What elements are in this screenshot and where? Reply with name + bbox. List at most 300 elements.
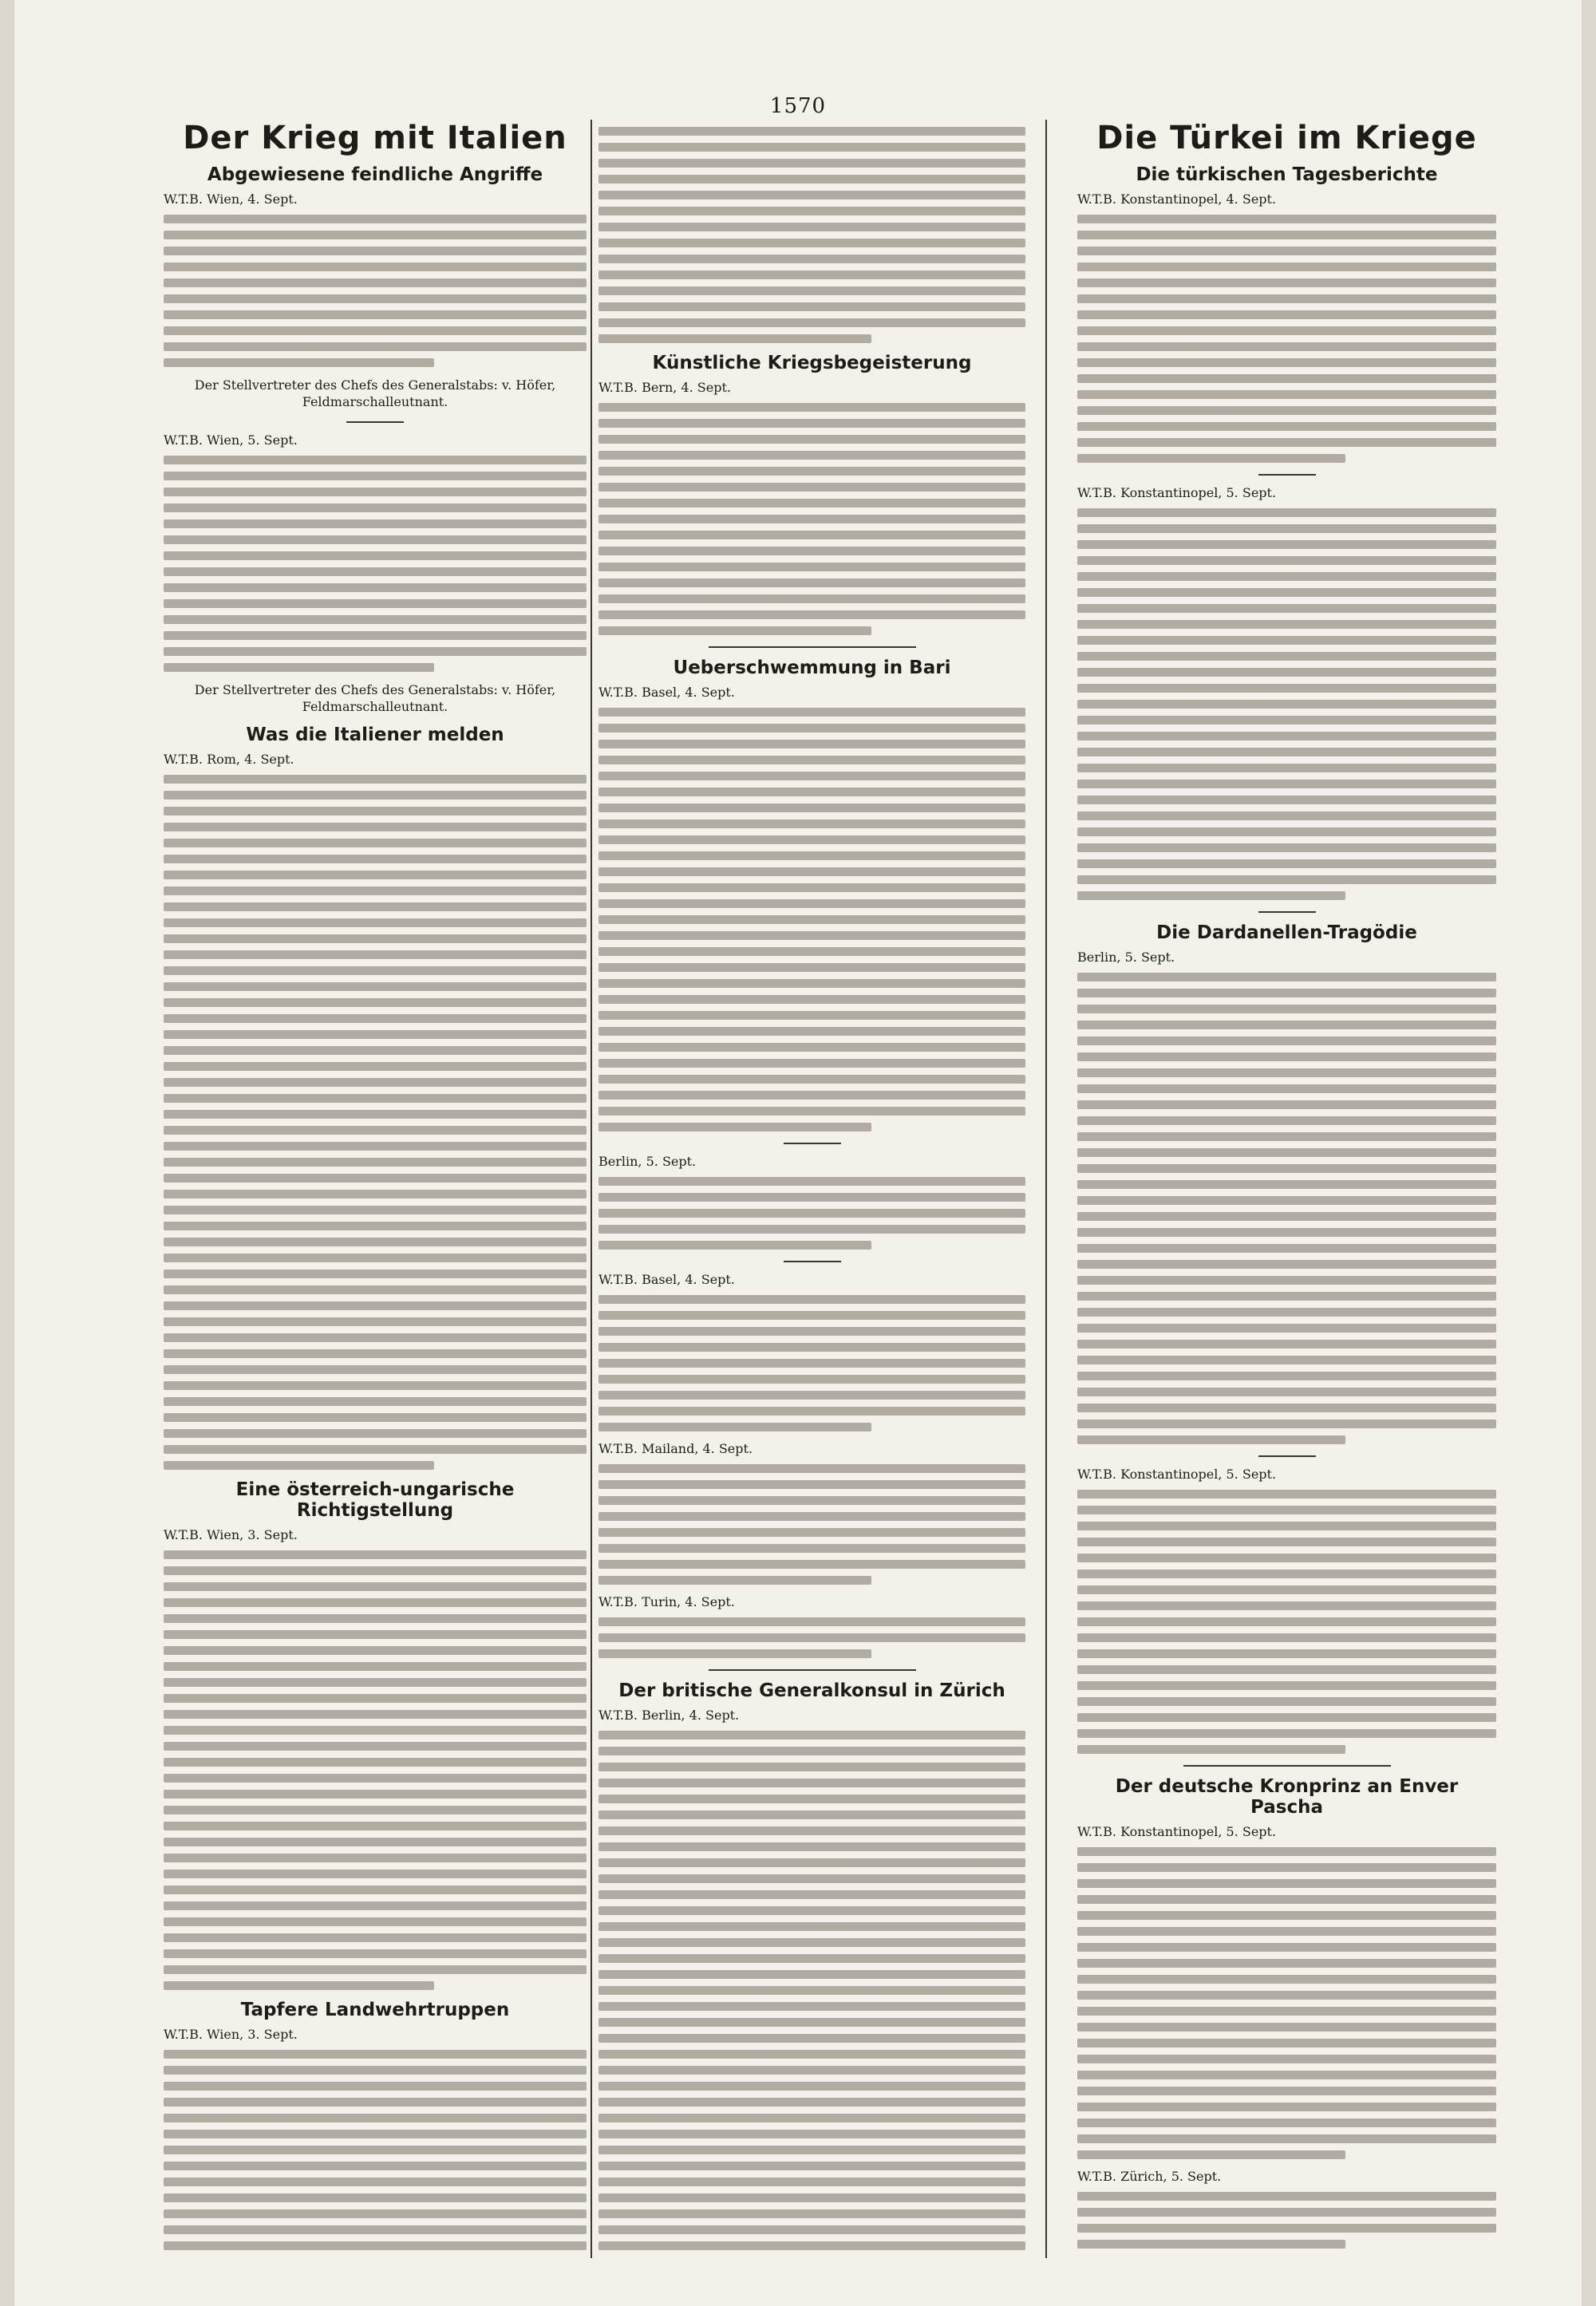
section-title: Der Krieg mit Italien — [183, 120, 567, 156]
article-paragraph — [164, 1527, 587, 1990]
text-line-placeholder — [598, 547, 1025, 555]
page-number: 1570 — [769, 94, 827, 118]
dateline: W.T.B. Konstantinopel, 5. Sept. — [1077, 1824, 1277, 1839]
text-line-placeholder — [598, 302, 1025, 311]
text-line-placeholder — [164, 2066, 587, 2075]
text-line-placeholder — [598, 867, 1025, 876]
dateline: W.T.B. Rom, 4. Sept. — [164, 752, 294, 767]
text-line-placeholder — [598, 1986, 1025, 1995]
text-line-placeholder — [164, 1062, 587, 1071]
text-line-placeholder — [1077, 1697, 1496, 1706]
text-line-placeholder — [598, 979, 1025, 988]
text-line-placeholder — [1077, 231, 1496, 239]
text-line-placeholder — [164, 326, 587, 335]
text-line-placeholder — [1077, 540, 1496, 549]
text-line-placeholder — [598, 1423, 871, 1431]
text-line-placeholder — [1077, 1324, 1496, 1333]
text-line-placeholder — [1077, 1420, 1496, 1428]
text-line-placeholder — [1077, 1005, 1496, 1013]
text-line-placeholder — [164, 1126, 587, 1135]
text-line-placeholder — [1077, 406, 1496, 415]
text-line-placeholder — [164, 358, 434, 367]
text-line-placeholder — [598, 1763, 1025, 1771]
text-line-placeholder — [1077, 1164, 1496, 1173]
text-line-placeholder — [1077, 620, 1496, 629]
dateline: W.T.B. Berlin, 4. Sept. — [598, 1708, 740, 1723]
text-line-placeholder — [1077, 1991, 1496, 2000]
text-line-placeholder — [598, 1027, 1025, 1036]
text-line-placeholder — [598, 531, 1025, 539]
text-line-placeholder — [164, 1365, 587, 1374]
text-line-placeholder — [1077, 508, 1496, 517]
signature-line: Der Stellvertreter des Chefs des Generalstabs: v. Höfer, Feldmarschalleutnant. — [194, 682, 556, 714]
text-line-placeholder — [1077, 811, 1496, 820]
section-divider — [709, 646, 916, 648]
text-line-placeholder — [1077, 1665, 1496, 1674]
text-line-placeholder — [598, 2130, 1025, 2138]
text-line-placeholder — [164, 1742, 587, 1751]
text-line-placeholder — [1077, 422, 1496, 431]
text-line-placeholder — [1077, 524, 1496, 533]
dateline: W.T.B. Basel, 4. Sept. — [598, 1272, 735, 1287]
text-line-placeholder — [598, 1922, 1025, 1931]
text-line-placeholder — [164, 1285, 587, 1294]
text-line-placeholder — [598, 594, 1025, 603]
text-line-placeholder — [598, 883, 1025, 892]
text-line-placeholder — [164, 982, 587, 991]
text-line-placeholder — [164, 472, 587, 480]
text-line-placeholder — [164, 1646, 587, 1655]
text-line-placeholder — [598, 1842, 1025, 1851]
text-line-placeholder — [598, 851, 1025, 860]
text-line-placeholder — [1077, 1100, 1496, 1109]
text-line-placeholder — [164, 1397, 587, 1406]
text-line-placeholder — [164, 1094, 587, 1103]
text-line-placeholder — [164, 1790, 587, 1799]
text-line-placeholder — [1077, 636, 1496, 645]
article-paragraph — [598, 1708, 1025, 2250]
text-line-placeholder — [598, 804, 1025, 812]
text-line-placeholder — [164, 342, 587, 351]
text-line-placeholder — [1077, 891, 1345, 900]
column-rule — [1045, 120, 1047, 2258]
text-line-placeholder — [598, 1649, 871, 1658]
text-line-placeholder — [598, 1091, 1025, 1100]
text-line-placeholder — [1077, 827, 1496, 836]
text-line-placeholder — [1077, 780, 1496, 788]
text-line-placeholder — [1077, 1228, 1496, 1237]
text-line-placeholder — [164, 278, 587, 287]
text-line-placeholder — [598, 788, 1025, 796]
dateline: W.T.B. Wien, 3. Sept. — [164, 1527, 298, 1542]
text-line-placeholder — [1077, 2134, 1496, 2143]
text-line-placeholder — [1077, 652, 1496, 661]
text-line-placeholder — [164, 1030, 587, 1039]
text-line-placeholder — [1077, 1729, 1496, 1738]
text-line-placeholder — [164, 1222, 587, 1230]
text-line-placeholder — [598, 1043, 1025, 1052]
text-line-placeholder — [1077, 1649, 1496, 1658]
article-paragraph — [164, 192, 587, 367]
text-line-placeholder — [598, 1407, 1025, 1416]
text-line-placeholder — [1077, 1506, 1496, 1514]
text-line-placeholder — [164, 902, 587, 911]
text-line-placeholder — [598, 499, 1025, 507]
text-line-placeholder — [1077, 1522, 1496, 1530]
text-line-placeholder — [164, 1662, 587, 1671]
text-line-placeholder — [1077, 764, 1496, 772]
text-line-placeholder — [1077, 1292, 1496, 1301]
text-line-placeholder — [1077, 973, 1496, 981]
left-column — [164, 120, 587, 2250]
text-line-placeholder — [164, 950, 587, 959]
text-line-placeholder — [1077, 358, 1496, 367]
text-line-placeholder — [1077, 390, 1496, 399]
text-line-placeholder — [598, 610, 1025, 619]
text-line-placeholder — [598, 419, 1025, 428]
column-rule — [591, 120, 592, 2258]
article-heading: Eine österreich-ungarische Richtigstellung — [235, 1479, 515, 1521]
text-line-placeholder — [164, 1822, 587, 1830]
article-heading: Tapfere Landwehrtruppen — [240, 2000, 510, 2020]
text-line-placeholder — [1077, 326, 1496, 335]
text-line-placeholder — [598, 2193, 1025, 2202]
text-line-placeholder — [598, 1954, 1025, 1963]
text-line-placeholder — [164, 215, 587, 223]
text-line-placeholder — [1077, 2224, 1496, 2233]
text-line-placeholder — [164, 1598, 587, 1607]
text-line-placeholder — [164, 231, 587, 239]
text-line-placeholder — [598, 435, 1025, 444]
text-line-placeholder — [164, 1981, 434, 1990]
text-line-placeholder — [164, 1461, 434, 1470]
text-line-placeholder — [1077, 732, 1496, 740]
text-line-placeholder — [164, 1078, 587, 1087]
article-heading: Künstliche Kriegsbegeisterung — [652, 353, 972, 373]
text-line-placeholder — [1077, 1713, 1496, 1722]
text-line-placeholder — [598, 1938, 1025, 1947]
text-line-placeholder — [598, 1193, 1025, 1202]
text-line-placeholder — [164, 1174, 587, 1183]
text-line-placeholder — [164, 2050, 587, 2059]
text-line-placeholder — [1077, 1212, 1496, 1221]
text-line-placeholder — [598, 1858, 1025, 1867]
text-line-placeholder — [164, 1694, 587, 1703]
text-line-placeholder — [164, 294, 587, 303]
text-line-placeholder — [164, 1774, 587, 1783]
text-line-placeholder — [598, 255, 1025, 263]
article-paragraph — [1077, 485, 1496, 900]
text-line-placeholder — [164, 1254, 587, 1262]
text-line-placeholder — [164, 1445, 587, 1454]
text-line-placeholder — [1077, 1244, 1496, 1253]
text-line-placeholder — [598, 819, 1025, 828]
text-line-placeholder — [1077, 1404, 1496, 1412]
text-line-placeholder — [598, 626, 871, 635]
text-line-placeholder — [1077, 310, 1496, 319]
text-line-placeholder — [164, 839, 587, 847]
text-line-placeholder — [164, 2098, 587, 2107]
text-line-placeholder — [598, 1906, 1025, 1915]
text-line-placeholder — [164, 2146, 587, 2154]
text-line-placeholder — [164, 488, 587, 496]
text-line-placeholder — [598, 2098, 1025, 2107]
section-divider — [784, 1143, 841, 1144]
text-line-placeholder — [164, 1317, 587, 1326]
text-line-placeholder — [164, 1838, 587, 1846]
text-line-placeholder — [1077, 1959, 1496, 1968]
dateline: W.T.B. Bern, 4. Sept. — [598, 380, 731, 395]
text-line-placeholder — [598, 740, 1025, 748]
article-heading: Der deutsche Kronprinz an Enver Pascha — [1115, 1776, 1459, 1818]
text-line-placeholder — [598, 899, 1025, 908]
text-line-placeholder — [164, 1110, 587, 1119]
section-divider — [1258, 1455, 1316, 1457]
dateline: W.T.B. Turin, 4. Sept. — [598, 1594, 735, 1609]
text-line-placeholder — [598, 1633, 1025, 1642]
text-line-placeholder — [164, 1301, 587, 1310]
text-line-placeholder — [164, 2241, 587, 2250]
text-line-placeholder — [164, 647, 587, 656]
text-line-placeholder — [1077, 668, 1496, 677]
text-line-placeholder — [598, 1810, 1025, 1819]
text-line-placeholder — [164, 855, 587, 863]
text-line-placeholder — [164, 1758, 587, 1767]
text-line-placeholder — [598, 1241, 871, 1250]
text-line-placeholder — [598, 2146, 1025, 2154]
text-line-placeholder — [598, 1779, 1025, 1787]
text-line-placeholder — [598, 1747, 1025, 1755]
text-line-placeholder — [598, 1576, 871, 1585]
article-paragraph — [598, 1272, 1025, 1431]
text-line-placeholder — [598, 207, 1025, 215]
text-line-placeholder — [164, 456, 587, 464]
text-line-placeholder — [1077, 1276, 1496, 1285]
text-line-placeholder — [598, 2114, 1025, 2122]
text-line-placeholder — [598, 2225, 1025, 2234]
text-line-placeholder — [598, 915, 1025, 924]
text-line-placeholder — [164, 871, 587, 879]
article-paragraph — [164, 432, 587, 672]
text-line-placeholder — [598, 1528, 1025, 1537]
text-line-placeholder — [1077, 684, 1496, 693]
text-line-placeholder — [164, 823, 587, 831]
text-line-placeholder — [164, 2162, 587, 2170]
text-line-placeholder — [598, 1480, 1025, 1489]
article-paragraph — [1077, 1824, 1496, 2159]
text-line-placeholder — [164, 599, 587, 608]
text-line-placeholder — [598, 1107, 1025, 1115]
article-paragraph — [164, 752, 587, 1470]
dateline: W.T.B. Mailand, 4. Sept. — [598, 1441, 753, 1456]
text-line-placeholder — [164, 1238, 587, 1246]
text-line-placeholder — [164, 583, 587, 592]
text-line-placeholder — [1077, 1148, 1496, 1157]
text-line-placeholder — [598, 2209, 1025, 2218]
text-line-placeholder — [164, 1901, 587, 1910]
text-line-placeholder — [598, 467, 1025, 476]
text-line-placeholder — [598, 2034, 1025, 2043]
text-line-placeholder — [1077, 1975, 1496, 1984]
article-heading: Der britische Generalkonsul in Zürich — [618, 1680, 1005, 1701]
text-line-placeholder — [598, 127, 1025, 136]
text-line-placeholder — [1077, 1116, 1496, 1125]
text-line-placeholder — [598, 724, 1025, 732]
text-line-placeholder — [164, 1726, 587, 1735]
text-line-placeholder — [1077, 2192, 1496, 2201]
text-line-placeholder — [1077, 1745, 1345, 1754]
text-line-placeholder — [598, 1011, 1025, 1020]
text-line-placeholder — [164, 631, 587, 640]
text-line-placeholder — [1077, 1068, 1496, 1077]
text-line-placeholder — [164, 2178, 587, 2186]
text-line-placeholder — [1077, 556, 1496, 565]
text-line-placeholder — [1077, 2055, 1496, 2063]
text-line-placeholder — [164, 1349, 587, 1358]
middle-column — [598, 120, 1025, 2250]
text-line-placeholder — [1077, 1021, 1496, 1029]
text-line-placeholder — [164, 1630, 587, 1639]
text-line-placeholder — [1077, 1681, 1496, 1690]
article-paragraph — [1077, 950, 1496, 1444]
text-line-placeholder — [164, 1413, 587, 1422]
text-line-placeholder — [164, 886, 587, 895]
text-line-placeholder — [164, 1710, 587, 1719]
text-line-placeholder — [1077, 215, 1496, 223]
text-line-placeholder — [598, 1496, 1025, 1505]
article-paragraph — [598, 1594, 1025, 1658]
text-line-placeholder — [164, 1046, 587, 1055]
text-line-placeholder — [598, 1209, 1025, 1218]
article-paragraph — [1077, 2169, 1496, 2249]
text-line-placeholder — [1077, 342, 1496, 351]
article-heading: Ueberschwemmung in Bari — [673, 657, 951, 678]
text-line-placeholder — [164, 2193, 587, 2202]
article-heading: Was die Italiener melden — [246, 725, 504, 745]
section-divider — [784, 1261, 841, 1262]
text-line-placeholder — [164, 1806, 587, 1814]
text-line-placeholder — [598, 2082, 1025, 2091]
text-line-placeholder — [1077, 1340, 1496, 1348]
text-line-placeholder — [598, 1391, 1025, 1400]
text-line-placeholder — [1077, 1052, 1496, 1061]
article-paragraph — [598, 1441, 1025, 1585]
text-line-placeholder — [598, 286, 1025, 295]
text-line-placeholder — [598, 1617, 1025, 1626]
text-line-placeholder — [164, 1190, 587, 1198]
text-line-placeholder — [164, 519, 587, 528]
text-line-placeholder — [598, 451, 1025, 460]
text-line-placeholder — [598, 947, 1025, 956]
text-line-placeholder — [598, 1826, 1025, 1835]
text-line-placeholder — [1077, 1585, 1496, 1594]
text-line-placeholder — [1077, 588, 1496, 597]
text-line-placeholder — [598, 772, 1025, 780]
text-line-placeholder — [598, 1512, 1025, 1521]
text-line-placeholder — [1077, 1538, 1496, 1546]
text-line-placeholder — [1077, 1356, 1496, 1364]
text-line-placeholder — [598, 1874, 1025, 1883]
dateline: W.T.B. Konstantinopel, 4. Sept. — [1077, 192, 1277, 207]
text-line-placeholder — [164, 2209, 587, 2218]
text-line-placeholder — [164, 1429, 587, 1438]
text-line-placeholder — [1077, 2103, 1496, 2111]
dateline: W.T.B. Basel, 4. Sept. — [598, 685, 735, 700]
text-line-placeholder — [164, 551, 587, 560]
text-line-placeholder — [1077, 1308, 1496, 1317]
text-line-placeholder — [164, 934, 587, 943]
text-line-placeholder — [164, 791, 587, 800]
text-line-placeholder — [598, 1890, 1025, 1899]
text-line-placeholder — [1077, 1895, 1496, 1904]
text-line-placeholder — [164, 503, 587, 512]
dateline: W.T.B. Konstantinopel, 5. Sept. — [1077, 485, 1277, 500]
text-line-placeholder — [164, 1678, 587, 1687]
text-line-placeholder — [1077, 374, 1496, 383]
text-line-placeholder — [164, 918, 587, 927]
text-line-placeholder — [598, 1970, 1025, 1979]
text-line-placeholder — [598, 563, 1025, 571]
text-line-placeholder — [598, 483, 1025, 492]
article-paragraph — [1077, 192, 1496, 463]
text-line-placeholder — [1077, 454, 1345, 463]
text-line-placeholder — [1077, 278, 1496, 287]
text-line-placeholder — [164, 615, 587, 624]
text-line-placeholder — [164, 247, 587, 255]
text-line-placeholder — [598, 143, 1025, 152]
text-line-placeholder — [164, 966, 587, 975]
text-line-placeholder — [1077, 1617, 1496, 1626]
text-line-placeholder — [598, 1560, 1025, 1569]
text-line-placeholder — [164, 310, 587, 319]
section-divider — [709, 1669, 916, 1671]
section-divider — [1258, 474, 1316, 476]
text-line-placeholder — [164, 2225, 587, 2234]
text-line-placeholder — [598, 270, 1025, 279]
text-line-placeholder — [1077, 1570, 1496, 1578]
text-line-placeholder — [164, 1142, 587, 1151]
text-line-placeholder — [1077, 1927, 1496, 1936]
text-line-placeholder — [1077, 2118, 1496, 2127]
text-line-placeholder — [598, 1327, 1025, 1336]
text-line-placeholder — [1077, 1084, 1496, 1093]
text-line-placeholder — [1077, 843, 1496, 852]
text-line-placeholder — [1077, 2007, 1496, 2016]
text-line-placeholder — [1077, 1847, 1496, 1856]
text-line-placeholder — [598, 1123, 871, 1131]
text-line-placeholder — [1077, 263, 1496, 271]
dateline: W.T.B. Zürich, 5. Sept. — [1077, 2169, 1222, 2184]
text-line-placeholder — [1077, 989, 1496, 997]
text-line-placeholder — [1077, 2087, 1496, 2095]
text-line-placeholder — [1077, 1943, 1496, 1952]
text-line-placeholder — [164, 2130, 587, 2138]
text-line-placeholder — [598, 2162, 1025, 2170]
text-line-placeholder — [1077, 716, 1496, 725]
text-line-placeholder — [598, 334, 871, 343]
article-paragraph — [598, 685, 1025, 1131]
text-line-placeholder — [598, 1795, 1025, 1803]
article-paragraph — [1077, 1467, 1496, 1754]
text-line-placeholder — [1077, 1037, 1496, 1045]
text-line-placeholder — [164, 998, 587, 1007]
section-title: Die Türkei im Kriege — [1096, 120, 1477, 156]
text-line-placeholder — [598, 1343, 1025, 1352]
text-line-placeholder — [1077, 2150, 1345, 2159]
text-line-placeholder — [164, 1566, 587, 1575]
text-line-placeholder — [1077, 748, 1496, 756]
text-line-placeholder — [164, 1550, 587, 1559]
